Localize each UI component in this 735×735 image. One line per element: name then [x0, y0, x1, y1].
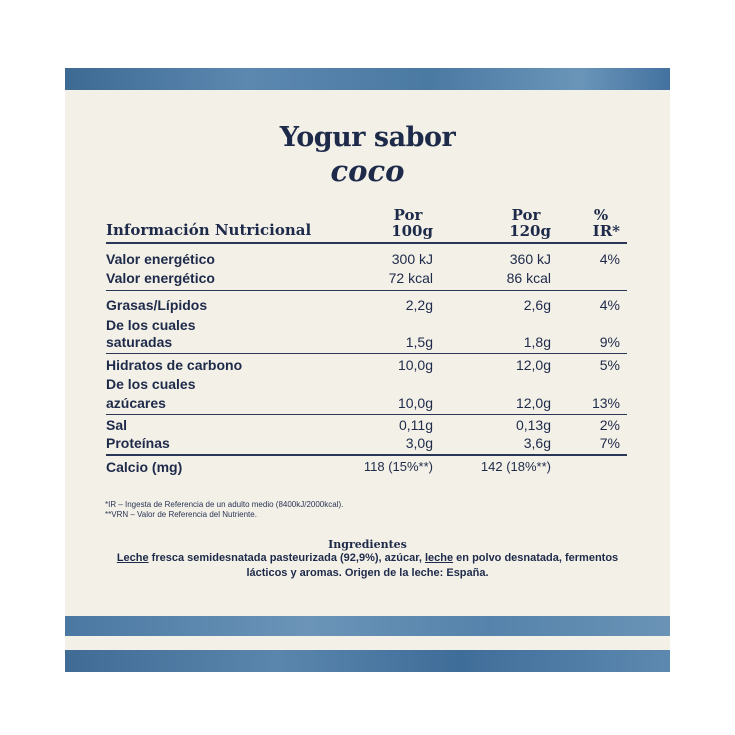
bottom-stripe-2	[65, 650, 670, 672]
row-label: Grasas/Lípidos	[106, 297, 208, 313]
footnote-ir: *IR – Ingesta de Referencia de un adulto medio (8400kJ/2000kcal).	[105, 500, 344, 509]
row-value-ir: 4%	[599, 251, 620, 267]
header-per-120g	[491, 207, 551, 239]
row-value-120g: 86 kcal	[506, 270, 551, 286]
row-value-ir: 4%	[599, 297, 620, 313]
row-label: saturadas	[106, 334, 173, 350]
row-value-100g: 10,0g	[397, 395, 433, 411]
header-per-120g-line1: Por	[511, 206, 541, 224]
row-value-120g: 0,13g	[515, 417, 551, 433]
row-value-ir: 5%	[599, 357, 620, 373]
row-value-120g: 360 kJ	[509, 251, 551, 267]
row-label: Hidratos de carbono	[106, 357, 243, 373]
ingredients-title: Ingredientes	[328, 538, 407, 551]
row-label: Valor energético	[106, 251, 215, 267]
header-per-100g-line2: 100g	[391, 222, 433, 240]
row-value-ir: 13%	[591, 395, 620, 411]
row-divider	[106, 353, 627, 354]
row-label: azúcares	[106, 395, 166, 411]
header-percent-ir-line2: IR*	[592, 222, 620, 240]
ingredients-text	[105, 551, 630, 581]
row-divider	[106, 414, 627, 415]
row-divider	[106, 290, 627, 291]
header-divider	[106, 242, 627, 244]
row-value-100g: 10,0g	[397, 357, 433, 373]
header-percent-ir	[570, 207, 620, 239]
ingredients-part-1: fresca semidesnatada pasteurizada (92,9%), azúcar,	[148, 552, 425, 564]
ingredient-milk-underlined: Leche	[116, 552, 149, 564]
header-per-100g-line1: Por	[393, 206, 423, 224]
row-value-100g: 300 kJ	[391, 251, 433, 267]
row-value-ir: 9%	[599, 334, 620, 350]
row-value-120g: 12,0g	[515, 357, 551, 373]
row-label: Proteínas	[106, 435, 170, 451]
footnote-vrn: **VRN – Valor de Referencia del Nutriente.	[105, 510, 257, 519]
row-label: De los cuales	[106, 376, 196, 392]
row-value-100g: 2,2g	[405, 297, 433, 313]
row-value-120g: 2,6g	[523, 297, 551, 313]
row-value-100g: 118 (15%**)	[363, 459, 433, 474]
row-label: Sal	[106, 417, 128, 433]
row-label: Calcio (mg)	[106, 459, 183, 475]
row-value-120g: 3,6g	[523, 435, 551, 451]
header-per-120g-line2: 120g	[509, 222, 551, 240]
ingredient-milk-powder-underlined: leche	[424, 552, 454, 564]
header-percent-ir-line1: %	[593, 206, 609, 224]
row-value-120g: 142 (18%**)	[480, 459, 551, 474]
row-value-120g: 1,8g	[523, 334, 551, 350]
row-label: De los cuales	[106, 317, 196, 333]
table-header-label: Información Nutricional	[106, 221, 312, 239]
row-value-100g: 3,0g	[405, 435, 433, 451]
label-panel	[65, 68, 670, 672]
row-value-100g: 0,11g	[399, 417, 433, 433]
row-value-ir: 7%	[599, 435, 620, 451]
ingredients-part-2: en polvo desnatada, fermentos lácticos y aromas. Origen de la leche: España.	[246, 552, 619, 579]
row-value-120g: 12,0g	[515, 395, 551, 411]
row-value-ir: 2%	[599, 417, 620, 433]
row-value-100g: 72 kcal	[388, 270, 433, 286]
row-divider	[106, 454, 627, 456]
row-label: Valor energético	[106, 270, 215, 286]
bottom-stripe-1	[65, 616, 670, 636]
row-value-100g: 1,5g	[405, 334, 433, 350]
top-stripe	[65, 68, 670, 90]
product-flavor: coco	[330, 154, 405, 188]
product-title: Yogur sabor	[279, 122, 456, 153]
header-per-100g	[373, 207, 433, 239]
